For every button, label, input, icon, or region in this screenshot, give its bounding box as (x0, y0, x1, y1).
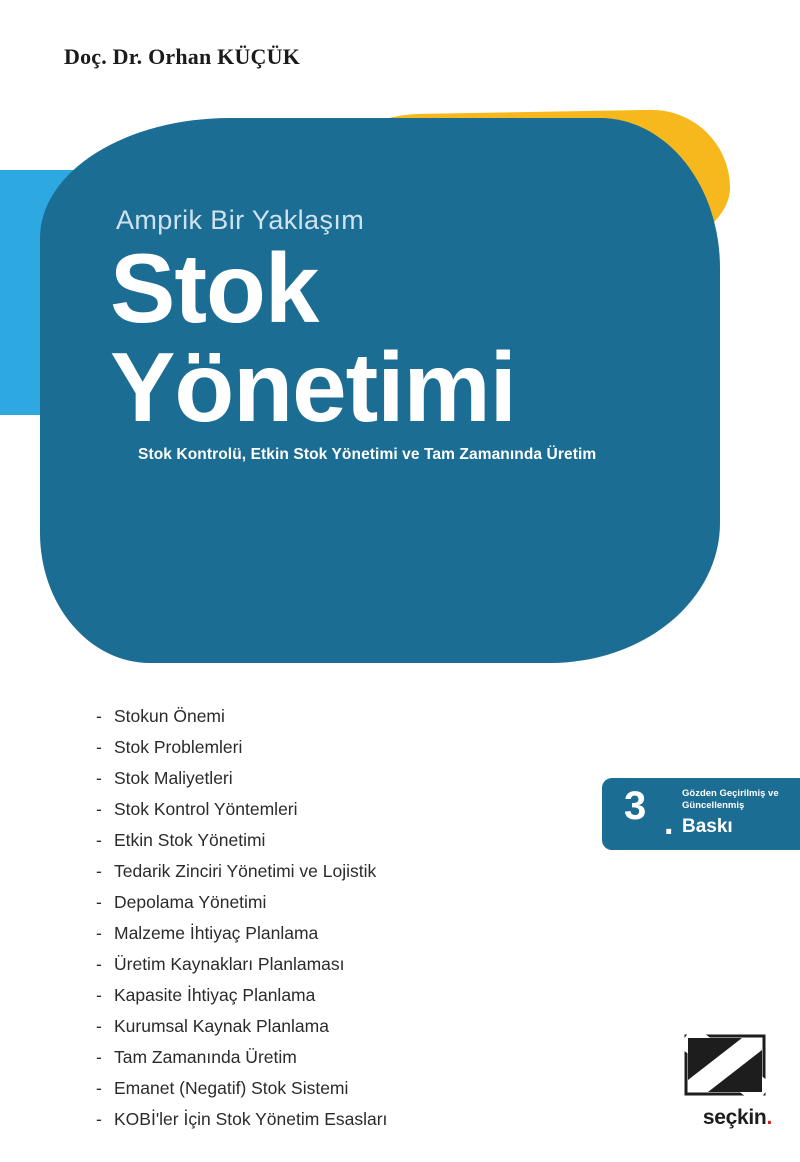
list-item: - Stok Kontrol Yöntemleri (96, 801, 387, 819)
author-name: Doç. Dr. Orhan KÜÇÜK (64, 44, 301, 69)
edition-badge (602, 778, 800, 850)
list-item: - Tedarik Zinciri Yönetimi ve Lojistik (96, 863, 387, 881)
publisher-name-text: seçkin (702, 1106, 767, 1129)
publisher-name-dot: . (766, 1106, 772, 1129)
edition-number: 3 (624, 784, 647, 828)
edition-dot: . (664, 804, 674, 842)
cover-subtitle-bottom: Stok Kontrolü, Etkin Stok Yönetimi ve Tam Zamanında Üretim (138, 446, 597, 464)
list-item: - Stok Problemleri (96, 739, 387, 757)
list-item: - Depolama Yönetimi (96, 894, 387, 912)
list-item: - Kurumsal Kaynak Planlama (96, 1018, 387, 1036)
cover-title (110, 233, 710, 443)
list-item: - Malzeme İhtiyaç Planlama (96, 925, 387, 943)
publisher-name (703, 1106, 772, 1130)
list-item: - Üretim Kaynakları Planlaması (96, 956, 387, 974)
list-item: - Kapasite İhtiyaç Planlama (96, 987, 387, 1005)
title-line-1: Stok (110, 233, 319, 343)
list-item: - Stokun Önemi (96, 708, 387, 726)
list-item: - Emanet (Negatif) Stok Sistemi (96, 1080, 387, 1098)
list-item: - Etkin Stok Yönetimi (96, 832, 387, 850)
topic-list (96, 708, 387, 1142)
edition-note: Gözden Geçirilmiş ve Güncellenmiş (682, 788, 779, 811)
list-item: - KOBİ'ler İçin Stok Yönetim Esasları (96, 1111, 387, 1129)
title-block (110, 205, 710, 464)
list-item: - Stok Maliyetleri (96, 770, 387, 788)
edition-word: Baskı (682, 816, 733, 837)
title-line-2: Yönetimi (110, 332, 516, 443)
list-item: - Tam Zamanında Üretim (96, 1049, 387, 1067)
publisher-logo (634, 1032, 774, 1136)
seckin-mark-icon (682, 1032, 768, 1098)
cover-subtitle-top: Amprik Bir Yaklaşım (116, 205, 365, 235)
